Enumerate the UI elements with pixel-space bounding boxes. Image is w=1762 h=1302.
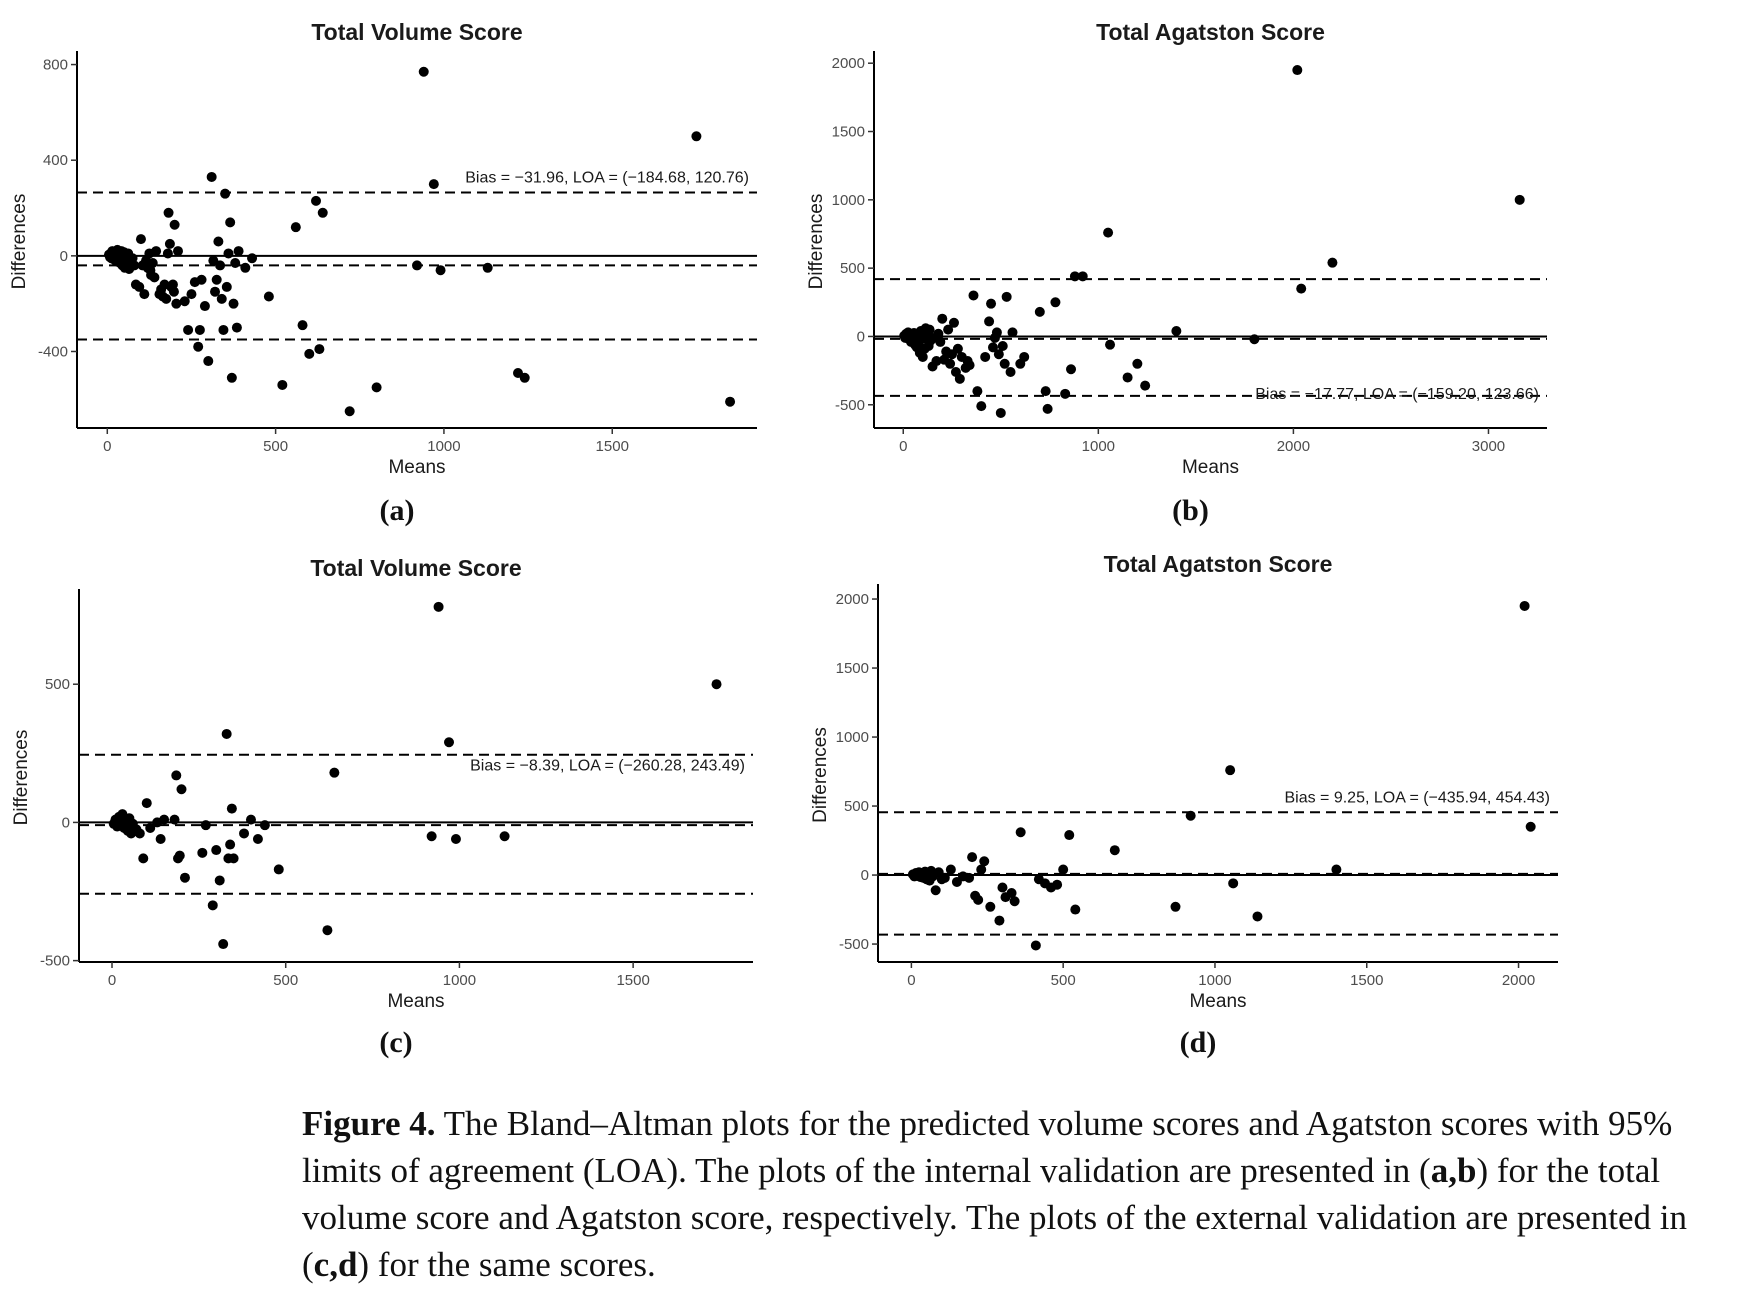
data-point bbox=[225, 217, 235, 227]
data-point bbox=[260, 820, 270, 830]
data-point bbox=[1103, 228, 1113, 238]
x-tick-label: 3000 bbox=[1471, 438, 1506, 455]
data-point bbox=[1520, 601, 1530, 611]
data-point bbox=[183, 325, 193, 335]
chart-title: Total Agatston Score bbox=[1096, 19, 1325, 45]
data-point bbox=[483, 263, 493, 273]
data-point bbox=[973, 895, 983, 905]
data-point bbox=[277, 380, 287, 390]
y-tick-label: -500 bbox=[834, 396, 865, 414]
y-tick-label: 0 bbox=[61, 814, 70, 832]
data-point bbox=[304, 349, 314, 359]
y-tick-label: 2000 bbox=[835, 591, 869, 609]
data-point bbox=[165, 239, 175, 249]
data-point bbox=[213, 237, 223, 247]
data-point bbox=[500, 831, 510, 841]
x-tick-label: 1000 bbox=[1081, 438, 1116, 455]
data-point bbox=[170, 220, 180, 230]
x-tick-label: 2000 bbox=[1501, 972, 1536, 989]
data-point bbox=[264, 291, 274, 301]
data-point bbox=[1292, 65, 1302, 75]
data-point bbox=[1002, 292, 1012, 302]
panel-b bbox=[806, 19, 1547, 527]
y-tick-label: -500 bbox=[838, 936, 869, 954]
y-tick-label: 800 bbox=[42, 56, 68, 74]
data-point bbox=[931, 885, 941, 895]
data-point bbox=[156, 834, 166, 844]
data-point bbox=[322, 925, 332, 935]
data-point bbox=[949, 318, 959, 328]
x-axis-label: Means bbox=[387, 991, 445, 1012]
data-point bbox=[1327, 258, 1337, 268]
caption-text-2: ) for the total volume score and Agatston score, respectively. The plots of the external validation are presented in ( bbox=[302, 1151, 1687, 1284]
data-point bbox=[1252, 911, 1262, 921]
data-point bbox=[998, 341, 1008, 351]
data-point bbox=[444, 737, 454, 747]
data-point bbox=[1016, 827, 1026, 837]
data-point bbox=[985, 902, 995, 912]
data-point bbox=[964, 873, 974, 883]
data-point bbox=[1019, 352, 1029, 362]
data-point bbox=[227, 804, 237, 814]
data-point bbox=[230, 258, 240, 268]
data-point bbox=[246, 815, 256, 825]
x-tick-label: 500 bbox=[273, 972, 299, 989]
data-point bbox=[138, 853, 148, 863]
data-point bbox=[170, 815, 180, 825]
data-point bbox=[1186, 811, 1196, 821]
data-point bbox=[232, 323, 242, 333]
data-point bbox=[937, 314, 947, 324]
data-point bbox=[1526, 822, 1536, 832]
data-point bbox=[1041, 386, 1051, 396]
caption-ref-cd: c,d bbox=[313, 1245, 358, 1284]
data-point bbox=[220, 189, 230, 199]
data-point bbox=[1035, 307, 1045, 317]
data-point bbox=[208, 900, 218, 910]
y-tick-label: 500 bbox=[44, 676, 70, 694]
x-axis-label: Means bbox=[1189, 991, 1247, 1012]
data-point bbox=[274, 864, 284, 874]
y-tick-label: 1500 bbox=[831, 123, 865, 141]
panel-label: (d) bbox=[1179, 1026, 1217, 1059]
x-tick-label: 0 bbox=[899, 438, 908, 455]
data-point bbox=[164, 208, 174, 218]
data-point bbox=[968, 290, 978, 300]
data-point bbox=[139, 289, 149, 299]
data-point bbox=[222, 729, 232, 739]
x-tick-label: 0 bbox=[907, 972, 916, 989]
caption-label: Figure 4. bbox=[302, 1104, 436, 1143]
points bbox=[899, 65, 1524, 418]
data-point bbox=[935, 337, 945, 347]
data-point bbox=[372, 382, 382, 392]
data-point bbox=[171, 299, 181, 309]
data-point bbox=[201, 820, 211, 830]
y-tick-label: 400 bbox=[42, 152, 68, 170]
y-tick-label: 0 bbox=[860, 867, 869, 885]
y-tick-label: 1000 bbox=[831, 191, 865, 209]
points bbox=[908, 601, 1536, 950]
data-point bbox=[197, 275, 207, 285]
data-point bbox=[247, 253, 257, 263]
data-point bbox=[1225, 765, 1235, 775]
data-point bbox=[298, 320, 308, 330]
data-point bbox=[1058, 865, 1068, 875]
data-point bbox=[314, 344, 324, 354]
x-tick-label: 500 bbox=[263, 438, 289, 455]
data-point bbox=[1043, 404, 1053, 414]
data-point bbox=[223, 248, 233, 258]
data-point bbox=[169, 287, 179, 297]
caption-text-1: The Bland–Altman plots for the predicted volume scores and Agatston scores with 95% limits of agreement (LOA). The plots of the internal validation are presented in ( bbox=[302, 1104, 1673, 1190]
bias-loa-annotation: Bias = −31.96, LOA = (−184.68, 120.76) bbox=[465, 169, 749, 187]
data-point bbox=[1000, 359, 1010, 369]
data-point bbox=[211, 845, 221, 855]
x-tick-label: 0 bbox=[103, 438, 112, 455]
data-point bbox=[311, 196, 321, 206]
figure-caption bbox=[302, 1100, 1757, 1288]
data-point bbox=[171, 770, 181, 780]
y-tick-label: 1000 bbox=[835, 729, 869, 747]
x-tick-label: 1000 bbox=[442, 972, 477, 989]
panel-label: (c) bbox=[379, 1026, 413, 1059]
x-tick-label: 1000 bbox=[427, 438, 461, 455]
panel-label: (b) bbox=[1172, 494, 1209, 527]
data-point bbox=[427, 831, 437, 841]
data-point bbox=[197, 848, 207, 858]
data-point bbox=[1132, 359, 1142, 369]
panel-d bbox=[810, 551, 1558, 1059]
data-point bbox=[229, 299, 239, 309]
bias-loa-annotation: Bias = −17.77, LOA = (−159.20, 123.66) bbox=[1255, 386, 1539, 404]
data-point bbox=[1331, 865, 1341, 875]
data-point bbox=[151, 246, 161, 256]
data-point bbox=[984, 316, 994, 326]
data-point bbox=[161, 294, 171, 304]
data-point bbox=[1008, 327, 1018, 337]
data-point bbox=[239, 828, 249, 838]
data-point bbox=[1123, 372, 1133, 382]
caption-text-3: ) for the same scores. bbox=[357, 1245, 656, 1284]
data-point bbox=[996, 408, 1006, 418]
data-point bbox=[215, 260, 225, 270]
data-point bbox=[222, 282, 232, 292]
y-tick-label: 500 bbox=[843, 798, 869, 816]
x-axis-label: Means bbox=[388, 457, 446, 478]
x-axis-label: Means bbox=[1181, 457, 1240, 478]
data-point bbox=[1171, 902, 1181, 912]
data-point bbox=[994, 916, 1004, 926]
caption-ref-ab: a,b bbox=[1430, 1151, 1477, 1190]
data-point bbox=[193, 342, 203, 352]
data-point bbox=[229, 853, 239, 863]
bias-loa-annotation: Bias = 9.25, LOA = (−435.94, 454.43) bbox=[1284, 789, 1550, 807]
data-point bbox=[419, 67, 429, 77]
y-axis-label: Differences bbox=[810, 727, 831, 823]
data-point bbox=[142, 798, 152, 808]
data-point bbox=[992, 327, 1002, 337]
data-point bbox=[1060, 389, 1070, 399]
data-point bbox=[175, 851, 185, 861]
x-tick-label: 1500 bbox=[595, 438, 629, 455]
data-point bbox=[412, 260, 422, 270]
data-point bbox=[200, 301, 210, 311]
data-point bbox=[997, 882, 1007, 892]
data-point bbox=[215, 875, 225, 885]
data-point bbox=[186, 289, 196, 299]
data-point bbox=[218, 325, 228, 335]
y-tick-label: 1500 bbox=[835, 660, 869, 678]
data-point bbox=[967, 852, 977, 862]
data-point bbox=[1066, 364, 1076, 374]
data-point bbox=[972, 386, 982, 396]
y-tick-label: 500 bbox=[839, 260, 865, 278]
x-tick-label: 2000 bbox=[1276, 438, 1311, 455]
data-point bbox=[1052, 880, 1062, 890]
y-axis-label: Differences bbox=[806, 193, 827, 290]
data-point bbox=[1228, 878, 1238, 888]
data-point bbox=[946, 865, 956, 875]
data-point bbox=[1296, 284, 1306, 294]
data-point bbox=[976, 401, 986, 411]
data-point bbox=[965, 360, 975, 370]
data-point bbox=[955, 374, 965, 384]
data-point bbox=[980, 352, 990, 362]
data-point bbox=[345, 406, 355, 416]
chart-title: Total Volume Score bbox=[310, 555, 522, 581]
y-axis-label: Differences bbox=[9, 193, 30, 290]
y-tick-label: 0 bbox=[59, 247, 68, 265]
data-point bbox=[149, 272, 159, 282]
y-tick-label: 0 bbox=[856, 328, 865, 346]
data-point bbox=[318, 208, 328, 218]
data-point bbox=[520, 373, 530, 383]
panel-label: (a) bbox=[379, 494, 415, 527]
x-tick-label: 500 bbox=[1050, 972, 1076, 989]
data-point bbox=[329, 768, 339, 778]
data-point bbox=[436, 265, 446, 275]
x-tick-label: 1000 bbox=[1198, 972, 1232, 989]
data-point bbox=[163, 248, 173, 258]
x-tick-label: 1500 bbox=[1350, 972, 1384, 989]
points bbox=[104, 67, 735, 417]
data-point bbox=[240, 263, 250, 273]
data-point bbox=[986, 299, 996, 309]
data-point bbox=[217, 294, 227, 304]
data-point bbox=[195, 325, 205, 335]
data-point bbox=[1515, 195, 1525, 205]
data-point bbox=[218, 939, 228, 949]
data-point bbox=[225, 840, 235, 850]
data-point bbox=[429, 179, 439, 189]
data-point bbox=[180, 873, 190, 883]
data-point bbox=[176, 784, 186, 794]
data-point bbox=[291, 222, 301, 232]
data-point bbox=[148, 258, 158, 268]
x-tick-label: 0 bbox=[107, 972, 117, 989]
data-point bbox=[1050, 297, 1060, 307]
data-point bbox=[712, 679, 722, 689]
data-point bbox=[159, 815, 169, 825]
data-point bbox=[979, 856, 989, 866]
data-point bbox=[1031, 940, 1041, 950]
data-point bbox=[173, 246, 183, 256]
y-tick-label: -500 bbox=[39, 952, 70, 970]
data-point bbox=[451, 834, 461, 844]
chart-title: Total Agatston Score bbox=[1103, 551, 1333, 577]
data-point bbox=[253, 834, 263, 844]
y-tick-label: 2000 bbox=[831, 55, 865, 73]
data-point bbox=[136, 234, 146, 244]
data-point bbox=[940, 873, 950, 883]
data-point bbox=[207, 172, 217, 182]
data-point bbox=[725, 397, 735, 407]
data-point bbox=[234, 246, 244, 256]
y-axis-label: Differences bbox=[11, 729, 32, 826]
data-point bbox=[227, 373, 237, 383]
chart-title: Total Volume Score bbox=[311, 19, 523, 45]
x-tick-label: 1500 bbox=[616, 972, 650, 989]
data-point bbox=[1140, 381, 1150, 391]
data-point bbox=[945, 359, 955, 369]
data-point bbox=[1064, 830, 1074, 840]
data-point bbox=[691, 131, 701, 141]
data-point bbox=[434, 602, 444, 612]
data-point bbox=[1070, 905, 1080, 915]
y-tick-label: -400 bbox=[37, 343, 68, 361]
data-point bbox=[135, 828, 145, 838]
data-point bbox=[1078, 271, 1088, 281]
bias-loa-annotation: Bias = −8.39, LOA = (−260.28, 243.49) bbox=[470, 757, 745, 775]
data-point bbox=[212, 275, 222, 285]
data-point bbox=[1010, 896, 1020, 906]
data-point bbox=[1171, 326, 1181, 336]
data-point bbox=[1105, 340, 1115, 350]
data-point bbox=[1110, 845, 1120, 855]
panel-c bbox=[11, 555, 753, 1059]
panel-a bbox=[9, 19, 757, 527]
points bbox=[109, 602, 722, 949]
data-point bbox=[1006, 367, 1016, 377]
data-point bbox=[203, 356, 213, 366]
data-point bbox=[1249, 334, 1259, 344]
